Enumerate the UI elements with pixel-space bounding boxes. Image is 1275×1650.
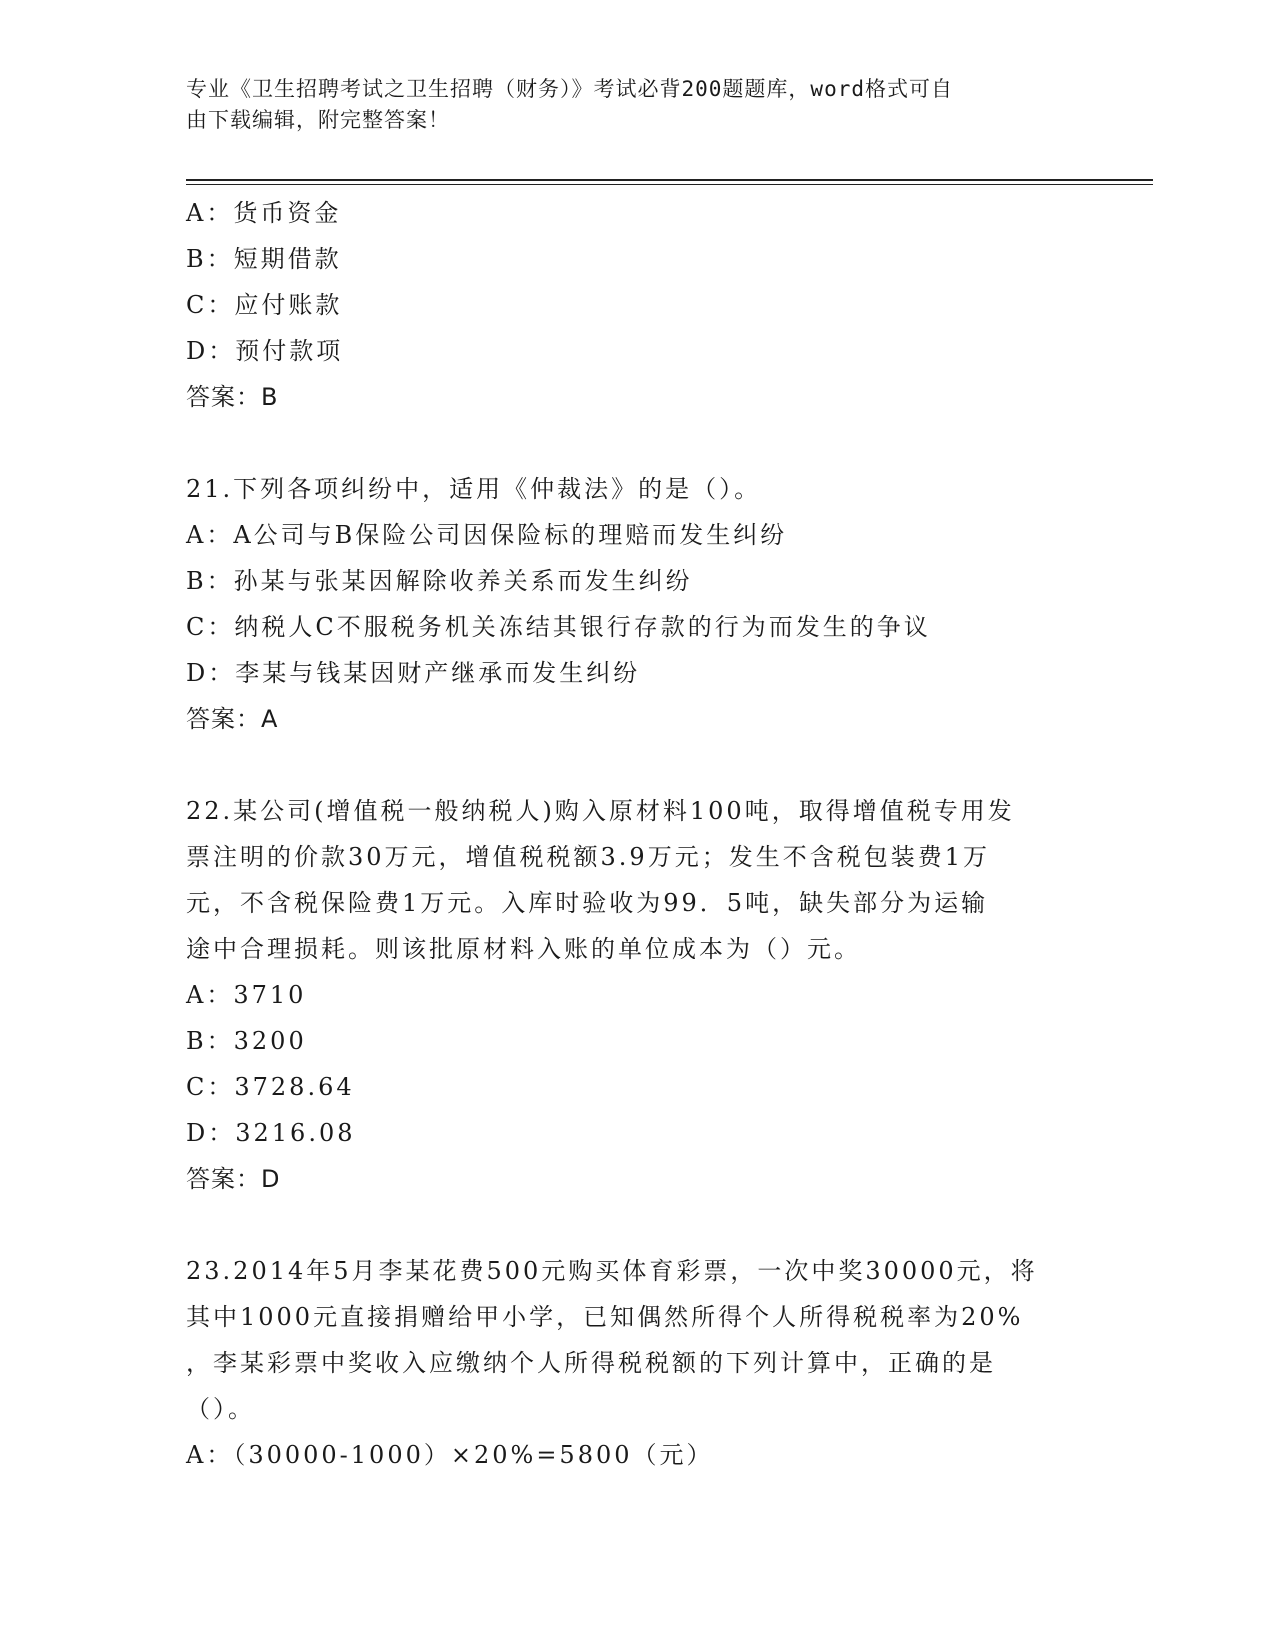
question-20-block — [186, 190, 1086, 420]
q20-option-b: B：短期借款 — [186, 245, 342, 273]
question-22-block — [186, 788, 1086, 1202]
q23-stem — [186, 1248, 1086, 1432]
q23-option-a: A：（30000-1000）×20%=5800（元） — [186, 1441, 714, 1469]
q22-stem-line-2: 票注明的价款30万元，增值税税额3.9万元；发生不含税包装费1万 — [186, 843, 990, 871]
q21-option-d: D：李某与钱某因财产继承而发生纠纷 — [186, 659, 641, 687]
q20-answer: 答案：B — [186, 383, 279, 411]
q21-stem: 21.下列各项纠纷中，适用《仲裁法》的是（）。 — [186, 475, 762, 503]
q23-stem-line-4: （）。 — [186, 1395, 255, 1423]
q22-stem-line-1: 22.某公司(增值税一般纳税人)购入原材料100吨，取得增值税专用发 — [186, 797, 1015, 825]
q20-option-a: A：货币资金 — [186, 199, 342, 227]
q23-stem-line-2: 其中1000元直接捐赠给甲小学，已知偶然所得个人所得税税率为20% — [186, 1303, 1024, 1331]
document-body — [186, 190, 1086, 1478]
header-rule-thick — [186, 179, 1153, 181]
q22-option-c: C：3728.64 — [186, 1073, 355, 1101]
q21-option-a: A：A公司与B保险公司因保险标的理赔而发生纠纷 — [186, 521, 788, 549]
q22-stem — [186, 788, 1086, 972]
header-rule-thin — [186, 184, 1153, 185]
q22-stem-line-4: 途中合理损耗。则该批原材料入账的单位成本为（）元。 — [186, 935, 861, 963]
q22-answer: 答案：D — [186, 1165, 281, 1193]
q22-option-b: B：3200 — [186, 1027, 307, 1055]
spacer — [186, 420, 1086, 466]
q22-option-d: D：3216.08 — [186, 1119, 356, 1147]
document-header — [186, 74, 1086, 136]
q22-stem-line-3: 元，不含税保险费1万元。入库时验收为99．5吨，缺失部分为运输 — [186, 889, 989, 917]
q22-option-a: A：3710 — [186, 981, 307, 1009]
q23-stem-line-3: ，李某彩票中奖收入应缴纳个人所得税税额的下列计算中，正确的是 — [186, 1349, 996, 1377]
q21-answer: 答案：A — [186, 705, 279, 733]
q21-option-b: B：孙某与张某因解除收养关系而发生纠纷 — [186, 567, 693, 595]
q20-option-c: C：应付账款 — [186, 291, 343, 319]
header-line-2: 由下载编辑，附完整答案！ — [186, 108, 450, 132]
q21-option-c: C：纳税人C不服税务机关冻结其银行存款的行为而发生的争议 — [186, 613, 931, 641]
q20-option-d: D：预付款项 — [186, 337, 344, 365]
spacer — [186, 1202, 1086, 1248]
q23-stem-line-1: 23.2014年5月李某花费500元购买体育彩票，一次中奖30000元，将 — [186, 1257, 1038, 1285]
header-line-1: 专业《卫生招聘考试之卫生招聘（财务）》考试必背200题题库，word格式可自 — [186, 77, 953, 101]
question-21-block — [186, 466, 1086, 742]
question-23-block — [186, 1248, 1086, 1478]
spacer — [186, 742, 1086, 788]
